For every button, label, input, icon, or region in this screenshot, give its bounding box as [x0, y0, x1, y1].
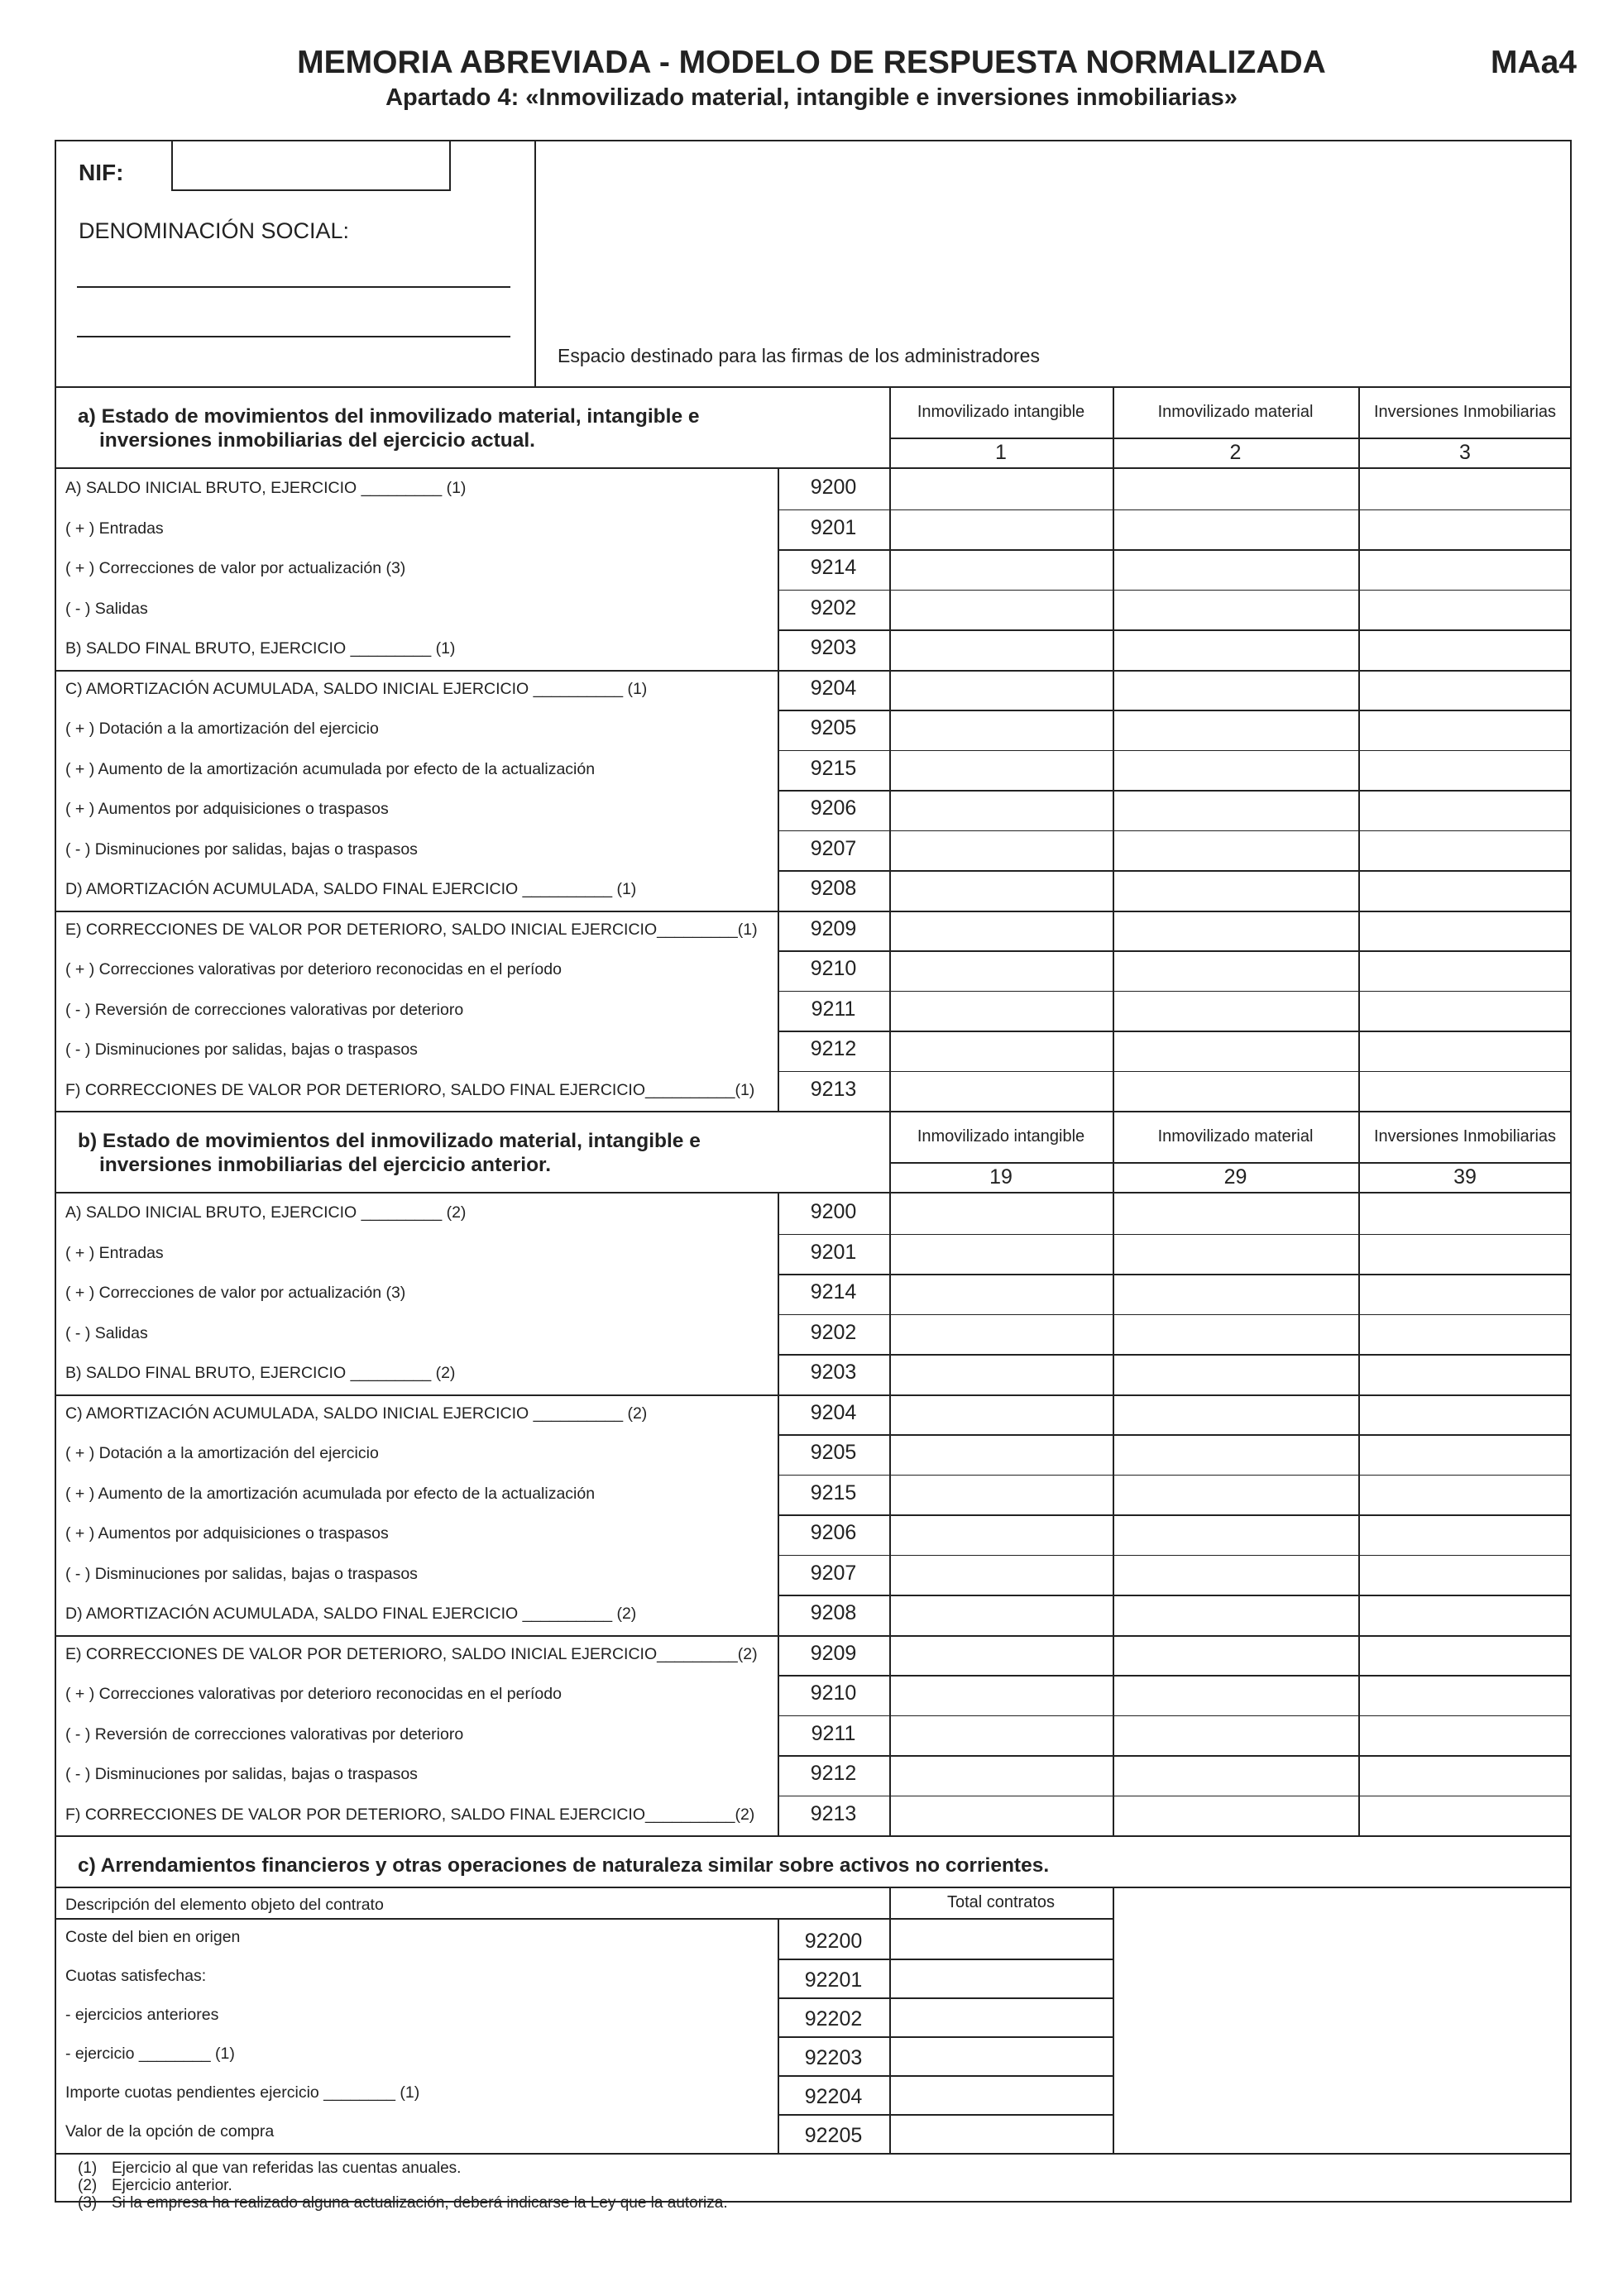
- value-cell[interactable]: [891, 992, 1111, 1030]
- row-label: D) AMORTIZACIÓN ACUMULADA, SALDO FINAL EJERCICIO __________ (1): [65, 880, 637, 898]
- value-cell[interactable]: [891, 1796, 1111, 1834]
- column-divider: [1113, 1918, 1114, 2153]
- lease-value-cell[interactable]: [891, 2076, 1111, 2112]
- value-cell[interactable]: [891, 1595, 1111, 1634]
- value-cell[interactable]: [891, 1476, 1111, 1514]
- section-divider: [55, 386, 1572, 388]
- footnote-text: Si la empresa ha realizado alguna actualización, deberá indicarse la Ley que la autoriza.: [112, 2194, 728, 2212]
- value-cell[interactable]: [1114, 591, 1357, 629]
- value-cell[interactable]: [1360, 1515, 1570, 1553]
- footnote-mark: (2): [78, 2177, 98, 2194]
- value-cell[interactable]: [1360, 1395, 1570, 1433]
- description-header: Descripción del elemento objeto del contrato: [65, 1896, 384, 1914]
- value-cell[interactable]: [1360, 591, 1570, 629]
- value-cell[interactable]: [1114, 831, 1357, 869]
- row-rule: [778, 549, 1572, 551]
- column-header-label: Inmovilizado material: [1157, 403, 1314, 421]
- row-code: 9208: [810, 877, 857, 900]
- value-cell[interactable]: [891, 1072, 1111, 1110]
- value-cell[interactable]: [1114, 751, 1357, 789]
- lease-value-cell[interactable]: [891, 2037, 1111, 2074]
- lease-row-code: 92200: [804, 1930, 863, 1953]
- column-header-label: Inmovilizado material: [1157, 1127, 1314, 1146]
- value-cell[interactable]: [1114, 1636, 1357, 1674]
- column-number: 19: [989, 1165, 1013, 1189]
- row-code: 9205: [810, 1441, 857, 1464]
- row-code: 9211: [811, 997, 856, 1021]
- row-rule: [778, 870, 1572, 872]
- row-code: 9208: [810, 1601, 857, 1624]
- value-cell[interactable]: [1114, 1072, 1357, 1110]
- value-cell[interactable]: [1360, 1716, 1570, 1754]
- row-code: 9211: [811, 1721, 856, 1745]
- value-cell[interactable]: [1360, 550, 1570, 588]
- group-rule: [55, 1394, 1572, 1396]
- row-code: 9213: [810, 1801, 857, 1825]
- value-cell[interactable]: [1114, 1676, 1357, 1714]
- value-cell[interactable]: [891, 1315, 1111, 1353]
- row-rule: [778, 1796, 1572, 1797]
- value-cell[interactable]: [891, 1556, 1111, 1594]
- row-label: ( - ) Disminuciones por salidas, bajas o traspasos: [65, 1765, 418, 1783]
- row-rule: [778, 1514, 1572, 1516]
- row-code: 9202: [810, 1320, 857, 1344]
- row-label: E) CORRECCIONES DE VALOR POR DETERIORO, SALDO INICIAL EJERCICIO_________(2): [65, 1644, 758, 1663]
- row-code: 9200: [810, 476, 857, 499]
- value-cell[interactable]: [1360, 1676, 1570, 1714]
- nif-box-bottom: [171, 189, 451, 191]
- value-cell[interactable]: [1360, 1315, 1570, 1353]
- value-cell[interactable]: [1360, 831, 1570, 869]
- row-rule: [778, 1715, 1572, 1717]
- row-label: ( - ) Disminuciones por salidas, bajas o traspasos: [65, 1040, 418, 1059]
- row-label: ( - ) Reversión de correcciones valorativas por deterioro: [65, 1724, 464, 1744]
- value-cell[interactable]: [891, 591, 1111, 629]
- value-cell[interactable]: [1114, 951, 1357, 989]
- row-rule: [778, 629, 1572, 631]
- row-rule: [778, 590, 1572, 591]
- row-rule: [778, 1755, 1572, 1757]
- row-rule: [778, 1031, 1572, 1032]
- value-cell[interactable]: [1360, 1756, 1570, 1794]
- value-cell[interactable]: [891, 550, 1111, 588]
- lease-value-cell[interactable]: [891, 1959, 1111, 1996]
- value-cell[interactable]: [1360, 630, 1570, 668]
- value-cell[interactable]: [1114, 1756, 1357, 1794]
- value-cell[interactable]: [891, 1756, 1111, 1794]
- value-cell[interactable]: [891, 911, 1111, 949]
- value-cell[interactable]: [891, 831, 1111, 869]
- row-code: 9215: [810, 756, 857, 780]
- value-cell[interactable]: [891, 710, 1111, 749]
- section-title-line2: inversiones inmobiliarias del ejercicio actual.: [99, 429, 535, 452]
- value-cell[interactable]: [1114, 791, 1357, 829]
- row-code: 9204: [810, 1400, 857, 1424]
- row-rule: [778, 1354, 1572, 1356]
- row-rule: [778, 1595, 1572, 1596]
- row-code: 9207: [810, 1561, 857, 1585]
- value-cell[interactable]: [891, 1235, 1111, 1273]
- lease-row-code: 92202: [804, 2007, 863, 2031]
- value-cell[interactable]: [1360, 992, 1570, 1030]
- value-cell[interactable]: [1360, 911, 1570, 949]
- row-code: 9212: [810, 1037, 857, 1060]
- row-rule: [778, 2036, 1114, 2038]
- footnote-rule: [55, 2153, 1572, 2155]
- form-header-title: MEMORIA ABREVIADA - MODELO DE RESPUESTA NORMALIZADA: [297, 45, 1326, 80]
- value-cell[interactable]: [1360, 1556, 1570, 1594]
- section-c-rule: [55, 1918, 1114, 1920]
- section-c-title: c) Arrendamientos financieros y otras operaciones de naturaleza similar sobre activos no corrientes.: [78, 1854, 1050, 1877]
- lease-row-code: 92205: [804, 2124, 863, 2147]
- value-cell[interactable]: [891, 510, 1111, 548]
- value-cell[interactable]: [891, 1716, 1111, 1754]
- column-header-rule: [889, 1162, 1572, 1164]
- nif-label: NIF:: [79, 160, 124, 185]
- form-code: MAa4: [1490, 45, 1577, 80]
- row-code: 9214: [810, 556, 857, 579]
- identification-divider: [534, 140, 536, 388]
- value-cell[interactable]: [1114, 671, 1357, 709]
- value-cell[interactable]: [891, 1515, 1111, 1553]
- column-divider: [889, 1918, 891, 2153]
- group-rule: [55, 1635, 1572, 1637]
- column-divider: [778, 1192, 779, 1835]
- row-code: 9204: [810, 676, 857, 700]
- value-cell[interactable]: [1114, 1716, 1357, 1754]
- table-rule: [55, 467, 1572, 469]
- lease-row-label: Valor de la opción de compra: [65, 2122, 275, 2141]
- nif-box-right: [449, 140, 451, 191]
- lease-row-code: 92203: [804, 2046, 863, 2069]
- row-label: C) AMORTIZACIÓN ACUMULADA, SALDO INICIAL EJERCICIO __________ (2): [65, 1404, 648, 1423]
- value-cell[interactable]: [1360, 1072, 1570, 1110]
- value-cell[interactable]: [1114, 510, 1357, 548]
- value-cell[interactable]: [1360, 1194, 1570, 1232]
- column-number: 29: [1223, 1165, 1247, 1189]
- value-cell[interactable]: [1360, 470, 1570, 508]
- lease-row-label: - ejercicios anteriores: [65, 2006, 219, 2024]
- row-label: F) CORRECCIONES DE VALOR POR DETERIORO, SALDO FINAL EJERCICIO__________(2): [65, 1805, 755, 1824]
- value-cell[interactable]: [891, 1435, 1111, 1473]
- value-cell[interactable]: [1360, 1636, 1570, 1674]
- row-rule: [778, 710, 1572, 711]
- form-subtitle: Apartado 4: «Inmovilizado material, intangible e inversiones inmobiliarias»: [385, 84, 1238, 111]
- value-cell[interactable]: [891, 871, 1111, 909]
- lease-row-code: 92201: [804, 1968, 863, 1992]
- column-header-rule: [889, 438, 1572, 439]
- column-divider: [778, 1918, 779, 2153]
- row-label: ( - ) Reversión de correcciones valorativas por deterioro: [65, 1000, 464, 1019]
- value-cell[interactable]: [1114, 1796, 1357, 1834]
- row-label: ( + ) Entradas: [65, 519, 164, 538]
- row-label: ( - ) Disminuciones por salidas, bajas o traspasos: [65, 1564, 418, 1583]
- row-rule: [778, 1314, 1572, 1316]
- value-cell[interactable]: [1114, 1515, 1357, 1553]
- section-title-line1: b) Estado de movimientos del inmovilizado material, intangible e: [78, 1130, 701, 1152]
- value-cell[interactable]: [1360, 871, 1570, 909]
- row-code: 9200: [810, 1200, 857, 1223]
- value-cell[interactable]: [1360, 1435, 1570, 1473]
- row-code: 9206: [810, 1521, 857, 1544]
- row-rule: [778, 1555, 1572, 1557]
- value-cell[interactable]: [891, 1636, 1111, 1674]
- lease-value-cell[interactable]: [891, 1998, 1111, 2035]
- row-rule: [778, 1475, 1572, 1476]
- lease-row-label: - ejercicio ________ (1): [65, 2045, 235, 2063]
- value-cell[interactable]: [1114, 470, 1357, 508]
- value-cell[interactable]: [1360, 1796, 1570, 1834]
- signature-space-label: Espacio destinado para las firmas de los administradores: [558, 345, 1040, 366]
- value-cell[interactable]: [1114, 871, 1357, 909]
- column-divider: [1358, 1192, 1360, 1835]
- value-cell[interactable]: [1360, 751, 1570, 789]
- row-label: D) AMORTIZACIÓN ACUMULADA, SALDO FINAL EJERCICIO __________ (2): [65, 1605, 637, 1623]
- row-label: ( + ) Entradas: [65, 1243, 164, 1262]
- row-code: 9209: [810, 916, 857, 940]
- value-cell[interactable]: [1114, 1395, 1357, 1433]
- denominacion-label: DENOMINACIÓN SOCIAL:: [79, 218, 350, 243]
- lease-value-cell[interactable]: [891, 1921, 1111, 1957]
- row-label: ( + ) Aumento de la amortización acumulada por efecto de la actualización: [65, 1484, 596, 1503]
- value-cell[interactable]: [1114, 1235, 1357, 1273]
- value-cell[interactable]: [1360, 1275, 1570, 1313]
- row-code: 9210: [810, 1681, 857, 1705]
- value-cell[interactable]: [1114, 630, 1357, 668]
- value-cell[interactable]: [891, 470, 1111, 508]
- row-code: 9203: [810, 1361, 857, 1384]
- column-divider: [1113, 467, 1114, 1111]
- row-rule: [778, 1274, 1572, 1275]
- value-cell[interactable]: [1114, 1315, 1357, 1353]
- group-rule: [55, 670, 1572, 672]
- value-cell[interactable]: [1114, 1355, 1357, 1393]
- row-label: ( + ) Correcciones de valor por actualización (3): [65, 559, 406, 577]
- row-rule: [778, 509, 1572, 511]
- section-title-line1: a) Estado de movimientos del inmovilizado material, intangible e: [78, 405, 700, 428]
- lease-row-label: Coste del bien en origen: [65, 1928, 241, 1946]
- footnote-mark: (3): [78, 2194, 98, 2212]
- section-title-line2: inversiones inmobiliarias del ejercicio anterior.: [99, 1154, 552, 1176]
- column-divider: [778, 467, 779, 1111]
- row-code: 9203: [810, 636, 857, 659]
- row-label: ( + ) Aumentos por adquisiciones o traspasos: [65, 800, 389, 818]
- denominacion-line-2: [77, 336, 510, 337]
- value-cell[interactable]: [1360, 1355, 1570, 1393]
- row-rule: [778, 1234, 1572, 1236]
- section-c-header-rule: [55, 1887, 1572, 1888]
- row-code: 9201: [810, 515, 857, 539]
- value-cell[interactable]: [891, 1355, 1111, 1393]
- value-cell[interactable]: [1360, 1031, 1570, 1069]
- value-cell[interactable]: [1114, 710, 1357, 749]
- section-bottom-rule: [55, 1111, 1572, 1112]
- value-cell[interactable]: [1114, 1275, 1357, 1313]
- table-rule: [55, 1192, 1572, 1193]
- column-divider: [1113, 1192, 1114, 1835]
- row-code: 9202: [810, 596, 857, 619]
- row-rule: [778, 1997, 1114, 1999]
- signature-area: [538, 142, 1570, 386]
- section-bottom-rule: [55, 1835, 1572, 1837]
- value-cell[interactable]: [891, 751, 1111, 789]
- row-rule: [778, 1675, 1572, 1677]
- row-rule: [778, 950, 1572, 952]
- group-rule: [55, 911, 1572, 912]
- row-label: A) SALDO INICIAL BRUTO, EJERCICIO _________ (2): [65, 1203, 467, 1222]
- column-number: 2: [1229, 441, 1242, 464]
- row-label: E) CORRECCIONES DE VALOR POR DETERIORO, SALDO INICIAL EJERCICIO_________(1): [65, 920, 758, 939]
- row-label: ( - ) Disminuciones por salidas, bajas o traspasos: [65, 839, 418, 859]
- row-label: B) SALDO FINAL BRUTO, EJERCICIO _________ (2): [65, 1364, 456, 1382]
- value-cell[interactable]: [1114, 550, 1357, 588]
- column-header-label: Inversiones Inmobiliarias: [1373, 1127, 1557, 1146]
- value-cell[interactable]: [1360, 951, 1570, 989]
- lease-value-cell[interactable]: [891, 2115, 1111, 2151]
- column-number: 1: [995, 441, 1007, 464]
- row-code: 9205: [810, 716, 857, 739]
- column-divider: [889, 467, 891, 1111]
- nif-box-left: [171, 140, 173, 191]
- column-divider: [889, 1887, 891, 1918]
- value-cell[interactable]: [891, 671, 1111, 709]
- value-cell[interactable]: [891, 1031, 1111, 1069]
- value-cell[interactable]: [1114, 992, 1357, 1030]
- value-cell[interactable]: [891, 630, 1111, 668]
- denominacion-input-2[interactable]: [77, 298, 510, 336]
- row-label: ( + ) Correcciones de valor por actualización (3): [65, 1284, 406, 1302]
- column-divider: [1113, 1887, 1114, 1918]
- value-cell[interactable]: [1114, 1194, 1357, 1232]
- column-divider: [1358, 467, 1360, 1111]
- column-number: 3: [1459, 441, 1471, 464]
- value-cell[interactable]: [1114, 1031, 1357, 1069]
- column-header-label: Inmovilizado intangible: [917, 1127, 1085, 1146]
- row-rule: [778, 750, 1572, 752]
- value-cell[interactable]: [1114, 1476, 1357, 1514]
- row-code: 9215: [810, 1480, 857, 1504]
- row-rule: [778, 2075, 1114, 2077]
- row-code: 9210: [810, 957, 857, 980]
- column-number: 39: [1453, 1165, 1477, 1189]
- row-label: ( + ) Aumentos por adquisiciones o traspasos: [65, 1524, 389, 1543]
- column-divider: [889, 1192, 891, 1835]
- row-code: 9209: [810, 1641, 857, 1665]
- row-label: ( + ) Dotación a la amortización del ejercicio: [65, 720, 379, 738]
- row-label: ( - ) Salidas: [65, 1323, 148, 1342]
- row-code: 9214: [810, 1280, 857, 1303]
- value-cell[interactable]: [891, 1676, 1111, 1714]
- row-rule: [778, 830, 1572, 832]
- row-label: ( + ) Correcciones valorativas por deterioro reconocidas en el período: [65, 1685, 562, 1703]
- value-cell[interactable]: [891, 791, 1111, 829]
- footnote-text: Ejercicio anterior.: [112, 2177, 232, 2194]
- value-cell[interactable]: [1360, 1595, 1570, 1634]
- value-cell[interactable]: [891, 951, 1111, 989]
- row-rule: [778, 991, 1572, 993]
- lease-row-label: Importe cuotas pendientes ejercicio ________ (1): [65, 2083, 420, 2102]
- row-label: ( + ) Aumento de la amortización acumulada por efecto de la actualización: [65, 759, 596, 778]
- footnote-text: Ejercicio al que van referidas las cuentas anuales.: [112, 2160, 462, 2177]
- row-label: ( - ) Salidas: [65, 599, 148, 618]
- row-rule: [778, 790, 1572, 792]
- denominacion-line-1: [77, 286, 510, 288]
- row-label: C) AMORTIZACIÓN ACUMULADA, SALDO INICIAL EJERCICIO __________ (1): [65, 679, 648, 698]
- row-rule: [778, 1959, 1114, 1960]
- nif-input[interactable]: [174, 142, 449, 189]
- value-cell[interactable]: [1360, 710, 1570, 749]
- row-rule: [778, 1071, 1572, 1073]
- value-cell[interactable]: [1114, 1556, 1357, 1594]
- value-cell[interactable]: [1114, 911, 1357, 949]
- value-cell[interactable]: [1114, 1595, 1357, 1634]
- row-code: 9207: [810, 836, 857, 860]
- row-label: B) SALDO FINAL BRUTO, EJERCICIO _________ (1): [65, 639, 456, 658]
- denominacion-input-1[interactable]: [77, 248, 510, 286]
- row-label: F) CORRECCIONES DE VALOR POR DETERIORO, SALDO FINAL EJERCICIO__________(1): [65, 1080, 755, 1099]
- value-cell[interactable]: [1360, 1235, 1570, 1273]
- row-code: 9213: [810, 1077, 857, 1101]
- value-cell[interactable]: [891, 1194, 1111, 1232]
- value-cell[interactable]: [1360, 510, 1570, 548]
- column-header-label: Inversiones Inmobiliarias: [1373, 403, 1557, 421]
- value-cell[interactable]: [1360, 1476, 1570, 1514]
- footnote-mark: (1): [78, 2160, 98, 2177]
- row-rule: [778, 2114, 1114, 2116]
- column-header-label: Inmovilizado intangible: [917, 403, 1085, 421]
- row-label: ( + ) Dotación a la amortización del ejercicio: [65, 1444, 379, 1462]
- value-cell[interactable]: [1360, 791, 1570, 829]
- row-label: A) SALDO INICIAL BRUTO, EJERCICIO _________ (1): [65, 479, 467, 497]
- value-cell[interactable]: [891, 1275, 1111, 1313]
- lease-row-code: 92204: [804, 2085, 863, 2108]
- row-code: 9206: [810, 796, 857, 820]
- row-code: 9212: [810, 1762, 857, 1785]
- row-label: ( + ) Correcciones valorativas por deterioro reconocidas en el período: [65, 960, 562, 978]
- row-rule: [778, 1434, 1572, 1436]
- value-cell[interactable]: [1114, 1435, 1357, 1473]
- row-code: 9201: [810, 1240, 857, 1264]
- total-contratos-header: Total contratos: [946, 1893, 1056, 1911]
- value-cell[interactable]: [891, 1395, 1111, 1433]
- lease-row-label: Cuotas satisfechas:: [65, 1967, 207, 1985]
- value-cell[interactable]: [1360, 671, 1570, 709]
